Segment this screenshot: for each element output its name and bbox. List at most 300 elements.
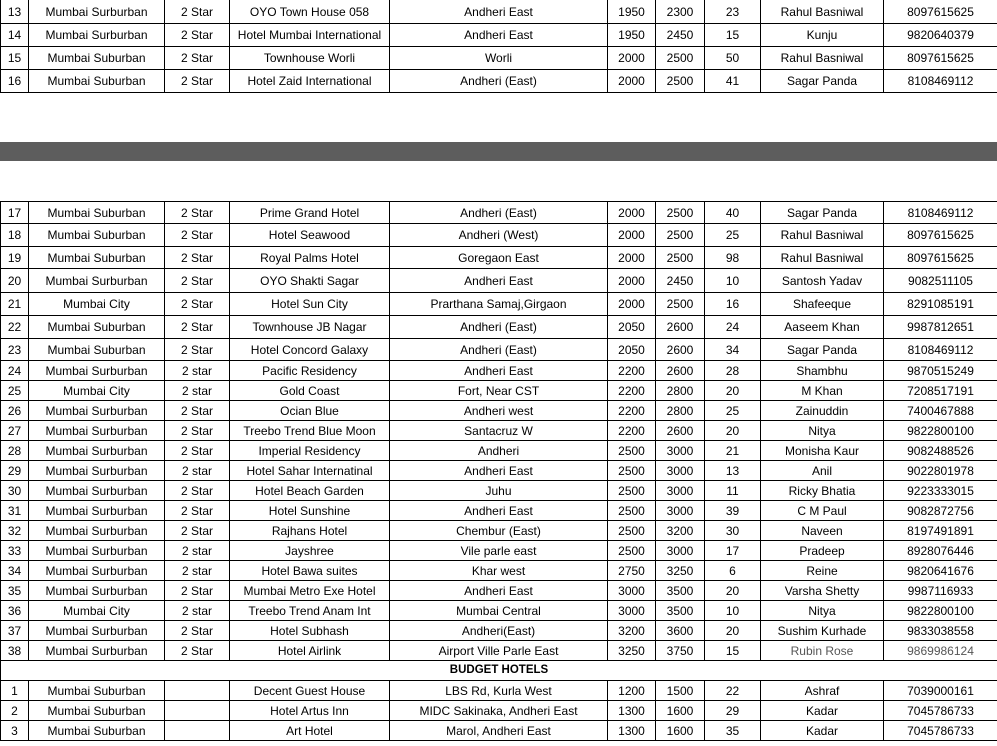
hotel-name-cell: Treebo Trend Anam Int [230,601,390,621]
rate-double-cell: 2300 [656,0,705,24]
phone-cell: 8197491891 [884,521,997,541]
serial-no-cell: 35 [1,581,29,601]
location-cell: MIDC Sakinaka, Andheri East [390,701,608,721]
contact-person-cell: Rahul Basniwal [761,247,884,269]
rate-double-cell: 1600 [656,721,705,741]
phone-cell: 7400467888 [884,401,997,421]
rate-single-cell: 2500 [608,521,656,541]
serial-no-cell: 33 [1,541,29,561]
rooms-cell: 25 [705,401,761,421]
hotel-name-cell: Prime Grand Hotel [230,202,390,224]
rate-double-cell: 3250 [656,561,705,581]
rooms-cell: 23 [705,0,761,24]
phone-cell: 8108469112 [884,202,997,224]
rate-single-cell: 2000 [608,47,656,70]
location-cell: Andheri East [390,24,608,47]
location-cell: Prarthana Samaj,Girgaon [390,293,608,316]
area-cell: Mumbai Suburban [29,47,165,70]
category-cell: 2 Star [165,47,230,70]
contact-person-cell: Kadar [761,721,884,741]
category-cell: 2 Star [165,0,230,24]
rooms-cell: 20 [705,381,761,401]
location-cell: LBS Rd, Kurla West [390,681,608,701]
contact-person-cell: Sagar Panda [761,70,884,93]
table-row [1,401,997,421]
contact-person-cell: Nitya [761,601,884,621]
phone-cell: 7208517191 [884,381,997,401]
contact-person-cell: Shambhu [761,361,884,381]
contact-person-cell: Rahul Basniwal [761,224,884,247]
serial-no-cell: 29 [1,461,29,481]
table-row [1,641,997,661]
rooms-cell: 35 [705,721,761,741]
area-cell: Mumbai Surburban [29,641,165,661]
location-cell: Juhu [390,481,608,501]
rate-double-cell: 3000 [656,481,705,501]
location-cell: Andheri East [390,581,608,601]
table-row [1,70,997,93]
rooms-cell: 24 [705,316,761,339]
area-cell: Mumbai City [29,293,165,316]
serial-no-cell: 34 [1,561,29,581]
rate-double-cell: 2600 [656,316,705,339]
contact-person-cell: Monisha Kaur [761,441,884,461]
rooms-cell: 41 [705,70,761,93]
hotel-name-cell: Pacific Residency [230,361,390,381]
category-cell: 2 Star [165,24,230,47]
rate-double-cell: 2500 [656,70,705,93]
category-cell: 2 Star [165,501,230,521]
rate-single-cell: 2000 [608,293,656,316]
rate-double-cell: 3000 [656,461,705,481]
area-cell: Mumbai Suburban [29,701,165,721]
rate-single-cell: 2500 [608,501,656,521]
area-cell: Mumbai Suburban [29,339,165,361]
area-cell: Mumbai Surburban [29,401,165,421]
rate-double-cell: 2600 [656,361,705,381]
contact-person-cell: Aaseem Khan [761,316,884,339]
rate-double-cell: 3200 [656,521,705,541]
location-cell: Andheri East [390,461,608,481]
contact-person-cell: Kadar [761,701,884,721]
table-row [1,621,997,641]
contact-person-cell: Sushim Kurhade [761,621,884,641]
contact-person-cell: Varsha Shetty [761,581,884,601]
rooms-cell: 25 [705,224,761,247]
contact-person-cell: Rubin Rose [761,641,884,661]
rate-double-cell: 3600 [656,621,705,641]
serial-no-cell: 36 [1,601,29,621]
rooms-cell: 13 [705,461,761,481]
area-cell: Mumbai Surburban [29,501,165,521]
area-cell: Mumbai Surburban [29,24,165,47]
rooms-cell: 34 [705,339,761,361]
contact-person-cell: Santosh Yadav [761,269,884,293]
contact-person-cell: Shafeeque [761,293,884,316]
category-cell: 2 Star [165,441,230,461]
rate-single-cell: 2500 [608,481,656,501]
hotel-name-cell: Jayshree [230,541,390,561]
hotel-name-cell: Royal Palms Hotel [230,247,390,269]
hotel-table-bottom [0,201,997,741]
category-cell [165,701,230,721]
rate-double-cell: 2500 [656,224,705,247]
hotel-name-cell: Hotel Beach Garden [230,481,390,501]
category-cell: 2 star [165,601,230,621]
rate-single-cell: 2000 [608,247,656,269]
category-cell: 2 star [165,361,230,381]
location-cell: Andheri(East) [390,621,608,641]
hotel-name-cell: Hotel Subhash [230,621,390,641]
hotel-name-cell: OYO Town House 058 [230,0,390,24]
phone-cell: 9223333015 [884,481,997,501]
table-row [1,269,997,293]
location-cell: Andheri (East) [390,202,608,224]
rooms-cell: 11 [705,481,761,501]
table-row [1,247,997,269]
hotel-name-cell: Hotel Zaid International [230,70,390,93]
rate-double-cell: 2500 [656,47,705,70]
category-cell: 2 star [165,461,230,481]
location-cell: Andheri East [390,0,608,24]
table-row [1,339,997,361]
phone-cell: 8928076446 [884,541,997,561]
location-cell: Andheri west [390,401,608,421]
location-cell: Andheri (East) [390,339,608,361]
rate-single-cell: 2200 [608,381,656,401]
location-cell: Andheri (East) [390,316,608,339]
area-cell: Mumbai City [29,601,165,621]
location-cell: Khar west [390,561,608,581]
hotel-name-cell: Treebo Trend Blue Moon [230,421,390,441]
rooms-cell: 30 [705,521,761,541]
location-cell: Andheri (West) [390,224,608,247]
table-row [1,47,997,70]
phone-cell: 9987116933 [884,581,997,601]
hotel-name-cell: Decent Guest House [230,681,390,701]
area-cell: Mumbai Surburban [29,481,165,501]
serial-no-cell: 31 [1,501,29,521]
contact-person-cell: Sagar Panda [761,202,884,224]
phone-cell: 9082872756 [884,501,997,521]
category-cell: 2 Star [165,481,230,501]
contact-person-cell: Sagar Panda [761,339,884,361]
rate-double-cell: 2500 [656,247,705,269]
phone-cell: 8291085191 [884,293,997,316]
area-cell: Mumbai City [29,381,165,401]
category-cell: 2 Star [165,339,230,361]
rooms-cell: 15 [705,641,761,661]
hotel-name-cell: Townhouse Worli [230,47,390,70]
table-row [1,24,997,47]
phone-cell: 9869986124 [884,641,997,661]
rate-double-cell: 3750 [656,641,705,661]
category-cell: 2 Star [165,621,230,641]
rate-double-cell: 3000 [656,441,705,461]
serial-no-cell: 25 [1,381,29,401]
rate-single-cell: 2000 [608,70,656,93]
rate-single-cell: 1300 [608,721,656,741]
section-header-row [1,661,997,681]
table-row [1,224,997,247]
table-row [1,361,997,381]
location-cell: Andheri (East) [390,70,608,93]
category-cell [165,721,230,741]
phone-cell: 8097615625 [884,224,997,247]
rate-single-cell: 2000 [608,202,656,224]
area-cell: Mumbai Surburban [29,361,165,381]
serial-no-cell: 1 [1,681,29,701]
rooms-cell: 50 [705,47,761,70]
phone-cell: 9822800100 [884,601,997,621]
area-cell: Mumbai Suburban [29,721,165,741]
serial-no-cell: 28 [1,441,29,461]
phone-cell: 8097615625 [884,0,997,24]
rate-double-cell: 2800 [656,401,705,421]
rate-single-cell: 2000 [608,224,656,247]
phone-cell: 9833038558 [884,621,997,641]
location-cell: Chembur (East) [390,521,608,541]
category-cell: 2 Star [165,581,230,601]
rooms-cell: 15 [705,24,761,47]
serial-no-cell: 14 [1,24,29,47]
hotel-name-cell: Hotel Airlink [230,641,390,661]
hotel-name-cell: Hotel Sahar Internatinal [230,461,390,481]
rate-single-cell: 1950 [608,24,656,47]
table-row [1,701,997,721]
table-row [1,601,997,621]
serial-no-cell: 21 [1,293,29,316]
rate-double-cell: 3500 [656,601,705,621]
hotel-name-cell: Gold Coast [230,381,390,401]
area-cell: Mumbai Surburban [29,461,165,481]
contact-person-cell: Anil [761,461,884,481]
serial-no-cell: 3 [1,721,29,741]
serial-no-cell: 20 [1,269,29,293]
location-cell: Vile parle east [390,541,608,561]
table-row [1,461,997,481]
rate-single-cell: 2050 [608,339,656,361]
hotel-name-cell: Art Hotel [230,721,390,741]
phone-cell: 9022801978 [884,461,997,481]
table-row [1,721,997,741]
area-cell: Mumbai Surburban [29,581,165,601]
rooms-cell: 20 [705,621,761,641]
rate-single-cell: 2000 [608,269,656,293]
area-cell: Mumbai Suburban [29,224,165,247]
category-cell: 2 Star [165,202,230,224]
hotel-name-cell: Hotel Bawa suites [230,561,390,581]
hotel-table-top [0,0,997,93]
table-row [1,501,997,521]
contact-person-cell: M Khan [761,381,884,401]
category-cell: 2 star [165,561,230,581]
phone-cell: 7045786733 [884,701,997,721]
rooms-cell: 39 [705,501,761,521]
location-cell: Andheri East [390,361,608,381]
category-cell: 2 Star [165,224,230,247]
phone-cell: 7039000161 [884,681,997,701]
area-cell: Mumbai Surburban [29,541,165,561]
area-cell: Mumbai Surburban [29,561,165,581]
area-cell: Mumbai Surburban [29,0,165,24]
hotel-name-cell: Hotel Seawood [230,224,390,247]
serial-no-cell: 19 [1,247,29,269]
rate-double-cell: 3500 [656,581,705,601]
serial-no-cell: 15 [1,47,29,70]
rate-double-cell: 3000 [656,541,705,561]
hotel-name-cell: Hotel Concord Galaxy [230,339,390,361]
contact-person-cell: Zainuddin [761,401,884,421]
rooms-cell: 29 [705,701,761,721]
area-cell: Mumbai Surburban [29,269,165,293]
location-cell: Fort, Near CST [390,381,608,401]
rooms-cell: 22 [705,681,761,701]
rate-double-cell: 2450 [656,269,705,293]
category-cell: 2 star [165,541,230,561]
area-cell: Mumbai Surburban [29,521,165,541]
rate-single-cell: 2200 [608,421,656,441]
hotel-name-cell: Imperial Residency [230,441,390,461]
table-row [1,381,997,401]
rate-double-cell: 1600 [656,701,705,721]
serial-no-cell: 17 [1,202,29,224]
hotel-name-cell: Rajhans Hotel [230,521,390,541]
phone-cell: 9082488526 [884,441,997,461]
rooms-cell: 20 [705,581,761,601]
location-cell: Goregaon East [390,247,608,269]
area-cell: Mumbai Suburban [29,70,165,93]
serial-no-cell: 2 [1,701,29,721]
table-row [1,202,997,224]
rate-single-cell: 3250 [608,641,656,661]
hotel-name-cell: Hotel Sun City [230,293,390,316]
rate-single-cell: 3200 [608,621,656,641]
table-row [1,293,997,316]
hotel-name-cell: Mumbai Metro Exe Hotel [230,581,390,601]
location-cell: Andheri East [390,501,608,521]
rate-double-cell: 2600 [656,339,705,361]
hotel-name-cell: Hotel Mumbai International [230,24,390,47]
area-cell: Mumbai Suburban [29,202,165,224]
rate-double-cell: 3000 [656,501,705,521]
hotel-name-cell: Townhouse JB Nagar [230,316,390,339]
rate-single-cell: 1200 [608,681,656,701]
contact-person-cell: Rahul Basniwal [761,47,884,70]
rate-single-cell: 2200 [608,401,656,421]
table-row [1,681,997,701]
table-row [1,441,997,461]
rooms-cell: 40 [705,202,761,224]
rooms-cell: 17 [705,541,761,561]
location-cell: Mumbai Central [390,601,608,621]
category-cell: 2 Star [165,521,230,541]
rate-double-cell: 1500 [656,681,705,701]
phone-cell: 9820640379 [884,24,997,47]
area-cell: Mumbai Suburban [29,316,165,339]
contact-person-cell: Ashraf [761,681,884,701]
rate-single-cell: 2500 [608,441,656,461]
table-row [1,0,997,24]
hotel-name-cell: OYO Shakti Sagar [230,269,390,293]
contact-person-cell: Kunju [761,24,884,47]
phone-cell: 9822800100 [884,421,997,441]
hotel-name-cell: Ocian Blue [230,401,390,421]
area-cell: Mumbai Surburban [29,421,165,441]
phone-cell: 9870515249 [884,361,997,381]
category-cell: 2 Star [165,316,230,339]
serial-no-cell: 32 [1,521,29,541]
category-cell: 2 Star [165,401,230,421]
rooms-cell: 10 [705,269,761,293]
location-cell: Airport Ville Parle East [390,641,608,661]
serial-no-cell: 38 [1,641,29,661]
category-cell: 2 Star [165,421,230,441]
rate-single-cell: 3000 [608,581,656,601]
category-cell: 2 star [165,381,230,401]
rooms-cell: 21 [705,441,761,461]
phone-cell: 8097615625 [884,47,997,70]
phone-cell: 9082511105 [884,269,997,293]
serial-no-cell: 23 [1,339,29,361]
area-cell: Mumbai Surburban [29,441,165,461]
area-cell: Mumbai Suburban [29,247,165,269]
serial-no-cell: 30 [1,481,29,501]
contact-person-cell: Naveen [761,521,884,541]
hotel-name-cell: Hotel Sunshine [230,501,390,521]
serial-no-cell: 37 [1,621,29,641]
table-row [1,581,997,601]
table-row [1,421,997,441]
area-cell: Mumbai Suburban [29,681,165,701]
table-row [1,561,997,581]
rate-double-cell: 2500 [656,293,705,316]
category-cell: 2 Star [165,70,230,93]
phone-cell: 9820641676 [884,561,997,581]
rate-single-cell: 2500 [608,461,656,481]
contact-person-cell: Nitya [761,421,884,441]
phone-cell: 8108469112 [884,70,997,93]
rate-double-cell: 2600 [656,421,705,441]
rate-double-cell: 2450 [656,24,705,47]
location-cell: Worli [390,47,608,70]
rate-single-cell: 2050 [608,316,656,339]
phone-cell: 8097615625 [884,247,997,269]
serial-no-cell: 26 [1,401,29,421]
rate-double-cell: 2800 [656,381,705,401]
category-cell: 2 Star [165,293,230,316]
contact-person-cell: C M Paul [761,501,884,521]
serial-no-cell: 16 [1,70,29,93]
location-cell: Andheri [390,441,608,461]
contact-person-cell: Ricky Bhatia [761,481,884,501]
area-cell: Mumbai Surburban [29,621,165,641]
rate-single-cell: 3000 [608,601,656,621]
rate-single-cell: 1300 [608,701,656,721]
section-title: BUDGET HOTELS [1,661,997,681]
serial-no-cell: 24 [1,361,29,381]
rooms-cell: 28 [705,361,761,381]
contact-person-cell: Rahul Basniwal [761,0,884,24]
contact-person-cell: Pradeep [761,541,884,561]
category-cell: 2 Star [165,247,230,269]
contact-person-cell: Reine [761,561,884,581]
serial-no-cell: 27 [1,421,29,441]
category-cell: 2 Star [165,269,230,293]
rooms-cell: 10 [705,601,761,621]
table-row [1,521,997,541]
location-cell: Marol, Andheri East [390,721,608,741]
